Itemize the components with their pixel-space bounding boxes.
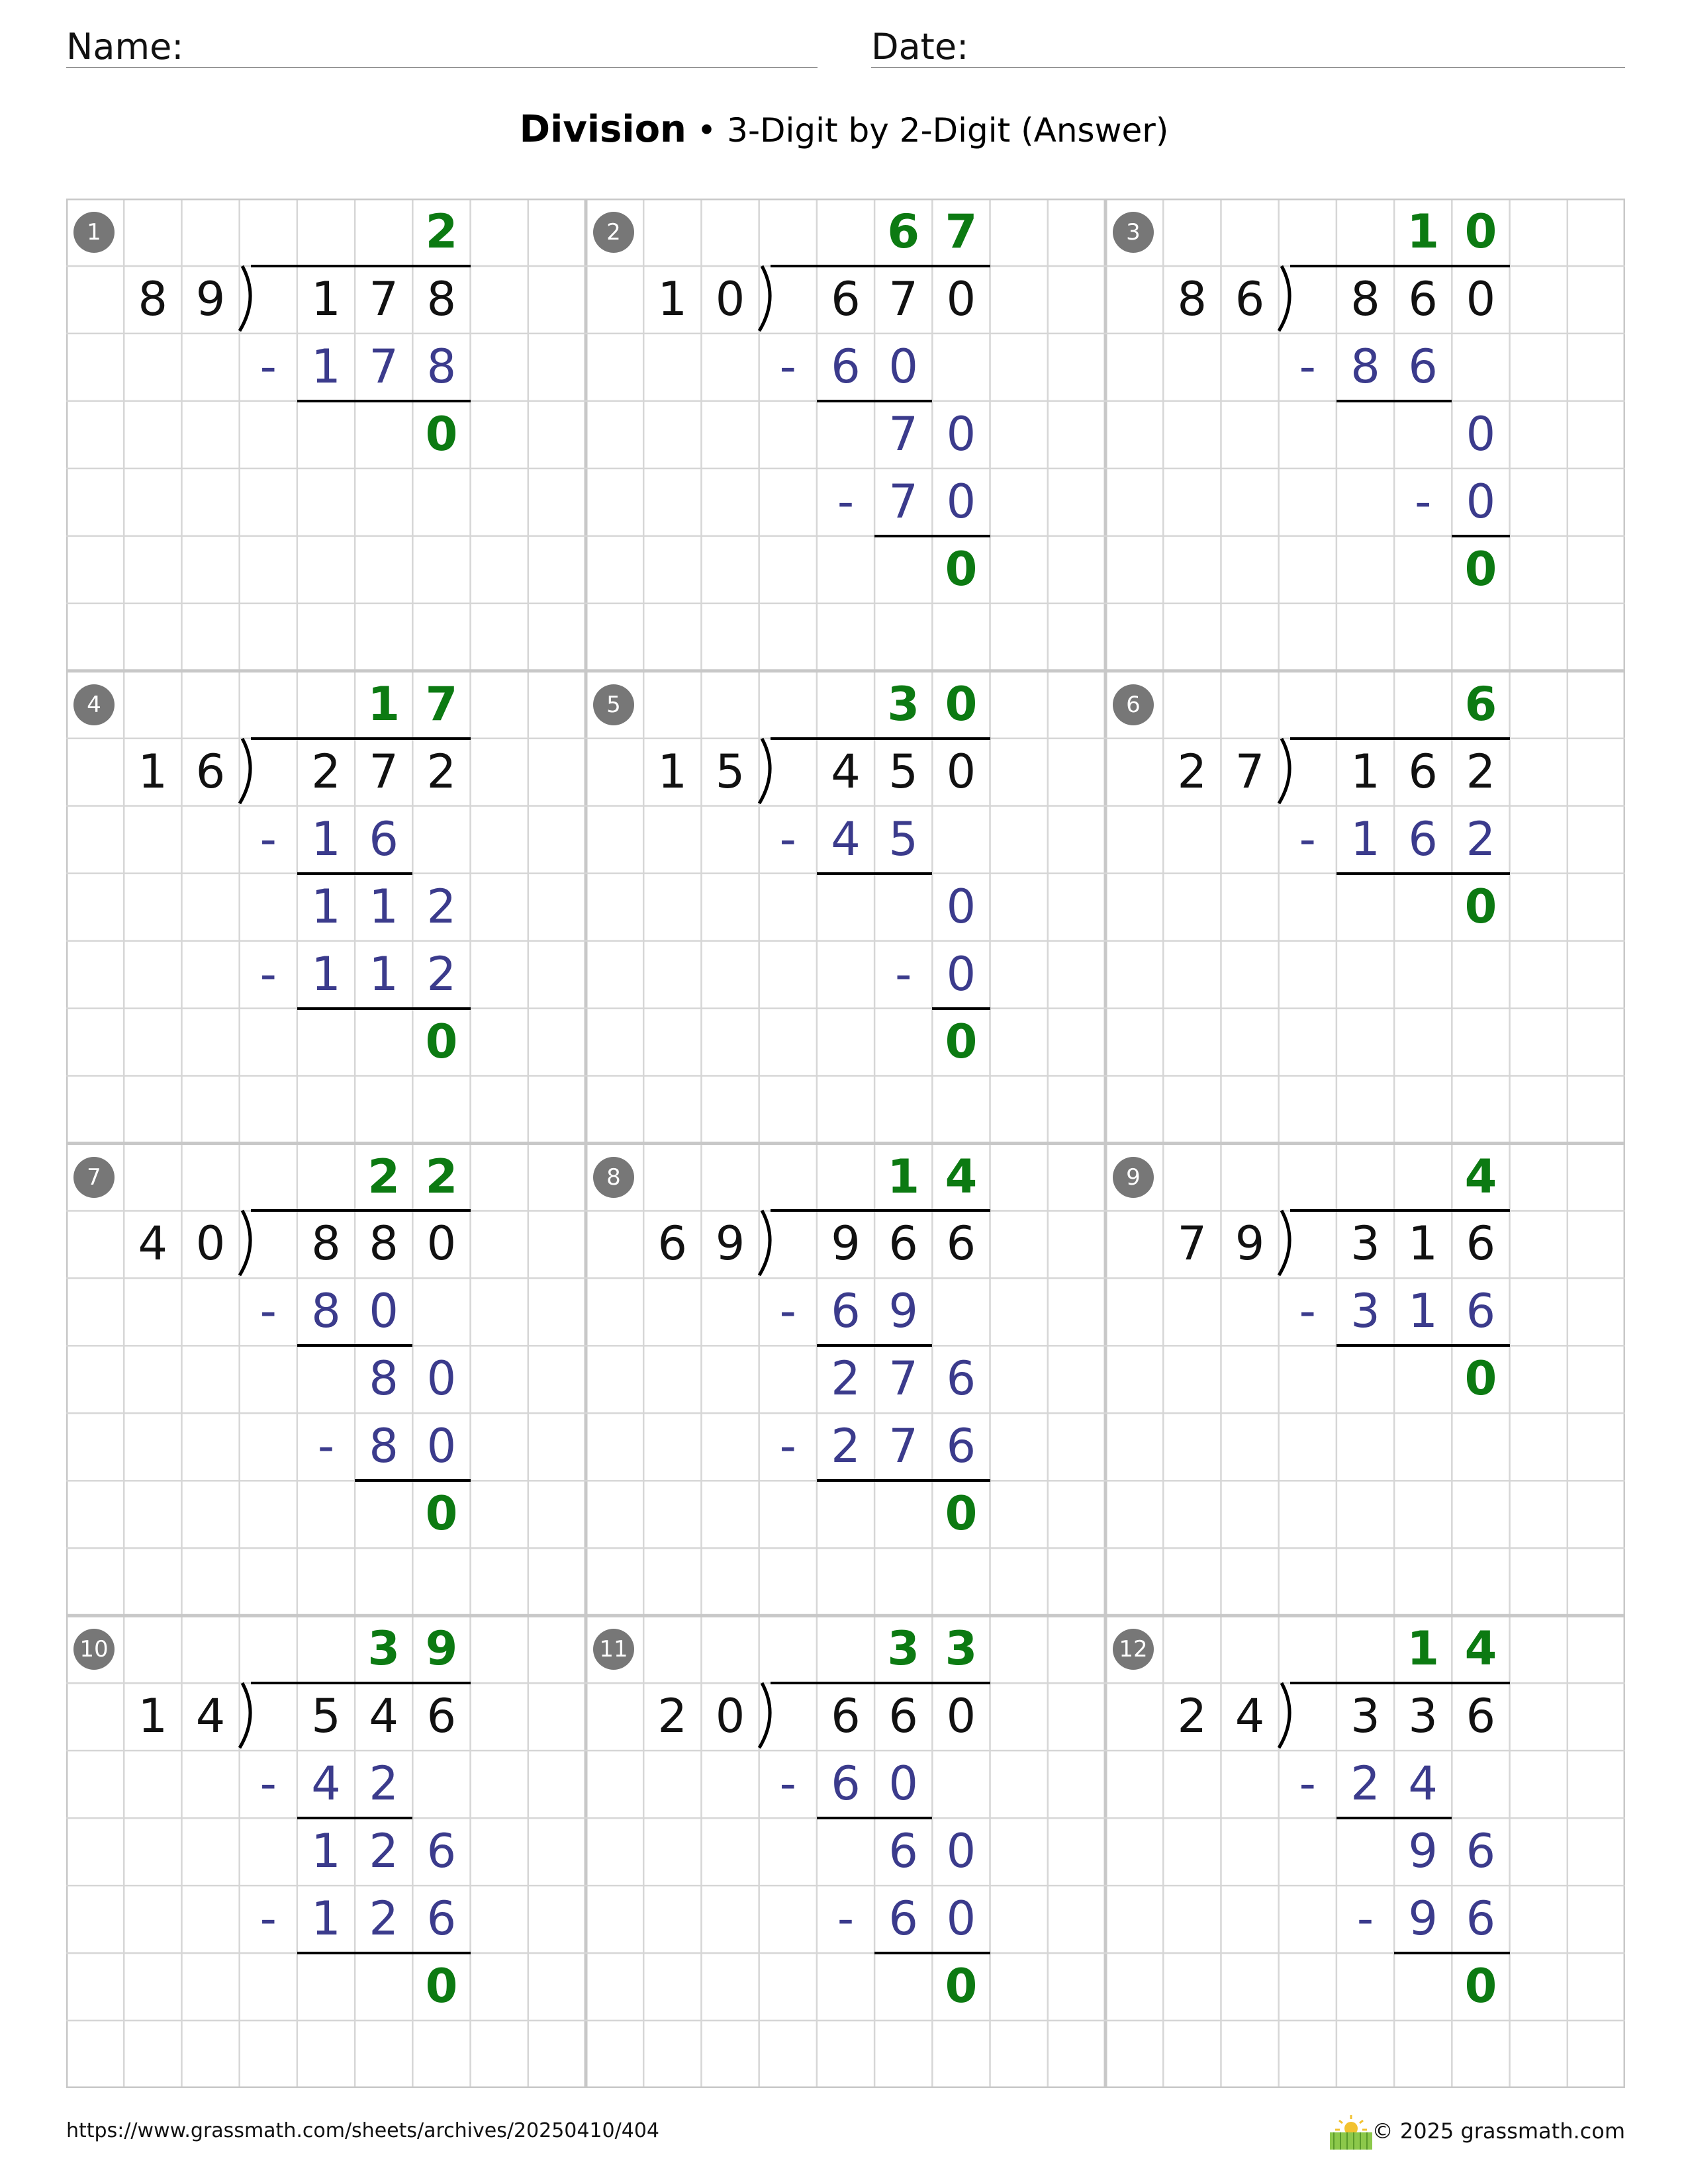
division-bar xyxy=(251,1682,470,1684)
problem-number-badge: 12 xyxy=(1113,1629,1154,1670)
quotient-digit: 0 xyxy=(1464,205,1497,259)
name-label: Name: xyxy=(66,26,184,68)
title-main: Division xyxy=(519,108,686,151)
quotient-digit: 1 xyxy=(1407,205,1440,259)
minus-sign: - xyxy=(779,1284,796,1339)
subtract-digit: 0 xyxy=(1466,474,1496,529)
subtract-digit: 4 xyxy=(311,1756,341,1811)
dividend-digit: 8 xyxy=(369,1216,399,1271)
remainder-digit: 0 xyxy=(1464,1351,1497,1406)
worksheet-grid xyxy=(66,199,1625,2088)
dividend-digit: 0 xyxy=(1466,271,1496,326)
problem-4 xyxy=(66,671,586,1144)
remainder-digit: 0 xyxy=(945,1014,978,1069)
partial-dividend-digit: 9 xyxy=(1408,1824,1438,1879)
dividend-digit: 5 xyxy=(888,744,918,799)
subtract-digit: 1 xyxy=(311,946,341,1001)
divisor-digit: 4 xyxy=(138,1216,168,1271)
dividend-digit: 6 xyxy=(1408,271,1438,326)
division-bracket xyxy=(754,265,780,335)
partial-dividend-digit: 7 xyxy=(888,406,918,461)
subtract-digit: 8 xyxy=(426,339,457,394)
divisor-digit: 0 xyxy=(715,1689,745,1744)
remainder-digit: 0 xyxy=(1464,879,1497,934)
problem-number-badge: 5 xyxy=(593,684,634,725)
divisor-digit: 8 xyxy=(1177,271,1207,326)
quotient-digit: 3 xyxy=(887,676,920,731)
problem-2 xyxy=(586,199,1105,671)
minus-sign: - xyxy=(259,1891,277,1946)
partial-dividend-digit: 1 xyxy=(369,879,399,934)
divisor-digit: 6 xyxy=(1235,271,1265,326)
subtract-digit: 6 xyxy=(888,1891,918,1946)
dividend-digit: 8 xyxy=(311,1216,341,1271)
problem-5 xyxy=(586,671,1105,1144)
subtract-digit: 6 xyxy=(1408,811,1438,866)
subtract-digit: 6 xyxy=(946,1419,976,1474)
minus-sign: - xyxy=(317,1419,335,1474)
dividend-digit: 6 xyxy=(831,271,861,326)
subtract-digit: 0 xyxy=(426,1419,457,1474)
minus-sign: - xyxy=(1299,1284,1316,1339)
partial-dividend-digit: 0 xyxy=(426,1351,457,1406)
subtract-digit: 6 xyxy=(1466,1891,1496,1946)
quotient-digit: 1 xyxy=(887,1149,920,1204)
division-bar xyxy=(1290,1682,1509,1684)
division-bracket xyxy=(1274,265,1300,335)
subtract-digit: 8 xyxy=(311,1284,341,1339)
minus-sign: - xyxy=(779,1756,796,1811)
remainder-digit: 0 xyxy=(945,1959,978,2014)
subtract-digit: 2 xyxy=(831,1419,861,1474)
dividend-digit: 0 xyxy=(946,744,976,799)
quotient-digit: 3 xyxy=(945,1621,978,1676)
minus-sign: - xyxy=(259,946,277,1001)
divisor-digit: 9 xyxy=(195,271,226,326)
quotient-digit: 3 xyxy=(367,1621,400,1676)
partial-dividend-digit: 0 xyxy=(946,1824,976,1879)
subtract-digit: 2 xyxy=(1466,811,1496,866)
subtract-digit: 6 xyxy=(369,811,399,866)
minus-sign: - xyxy=(779,339,796,394)
quotient-digit: 0 xyxy=(945,676,978,731)
subtract-digit: 4 xyxy=(1408,1756,1438,1811)
divisor-digit: 1 xyxy=(657,744,688,799)
quotient-digit: 7 xyxy=(945,205,978,259)
minus-sign: - xyxy=(1415,474,1432,529)
dividend-digit: 7 xyxy=(888,271,918,326)
problem-10 xyxy=(66,1615,586,2088)
problem-number-badge: 11 xyxy=(593,1629,634,1670)
problem-6 xyxy=(1105,671,1625,1144)
dividend-digit: 7 xyxy=(369,744,399,799)
subtract-digit: 1 xyxy=(311,339,341,394)
subtract-digit: 1 xyxy=(311,811,341,866)
partial-dividend-digit: 1 xyxy=(311,879,341,934)
division-bracket xyxy=(234,265,261,335)
subtract-digit: 8 xyxy=(369,1419,399,1474)
problem-12 xyxy=(1105,1615,1625,2088)
divisor-digit: 2 xyxy=(1177,1689,1207,1744)
sun-over-grass-icon xyxy=(1327,2113,1375,2152)
minus-sign: - xyxy=(259,1284,277,1339)
subtract-digit: 1 xyxy=(1408,1284,1438,1339)
dividend-digit: 6 xyxy=(888,1216,918,1271)
quotient-digit: 4 xyxy=(1464,1149,1497,1204)
problem-number-badge: 6 xyxy=(1113,684,1154,725)
subtract-digit: 7 xyxy=(888,1419,918,1474)
dividend-digit: 6 xyxy=(1408,744,1438,799)
division-bracket xyxy=(1274,737,1300,807)
quotient-digit: 7 xyxy=(425,676,458,731)
division-bar xyxy=(251,737,470,740)
divisor-digit: 0 xyxy=(195,1216,226,1271)
dividend-digit: 3 xyxy=(1350,1216,1380,1271)
division-bar xyxy=(771,265,990,267)
subtract-digit: 1 xyxy=(1350,811,1380,866)
subtraction-rule xyxy=(1336,400,1452,402)
dividend-digit: 6 xyxy=(946,1216,976,1271)
problem-8 xyxy=(586,1144,1105,1616)
quotient-digit: 6 xyxy=(887,205,920,259)
partial-dividend-digit: 2 xyxy=(831,1351,861,1406)
minus-sign: - xyxy=(1299,811,1316,866)
remainder-digit: 0 xyxy=(425,406,458,461)
quotient-digit: 4 xyxy=(1464,1621,1497,1676)
dividend-digit: 5 xyxy=(311,1689,341,1744)
remainder-digit: 0 xyxy=(945,1486,978,1541)
dividend-digit: 0 xyxy=(426,1216,457,1271)
subtract-digit: 6 xyxy=(831,1284,861,1339)
division-bar xyxy=(251,265,470,267)
minus-sign: - xyxy=(259,811,277,866)
minus-sign: - xyxy=(1299,339,1316,394)
subtract-digit: 0 xyxy=(946,474,976,529)
minus-sign: - xyxy=(259,339,277,394)
problem-number-badge: 9 xyxy=(1113,1157,1154,1198)
division-bracket xyxy=(754,737,780,807)
subtract-digit: 0 xyxy=(369,1284,399,1339)
subtract-digit: 9 xyxy=(1408,1891,1438,1946)
quotient-digit: 6 xyxy=(1464,676,1497,731)
divisor-digit: 4 xyxy=(195,1689,226,1744)
subtract-digit: 0 xyxy=(888,339,918,394)
problem-number-badge: 3 xyxy=(1113,212,1154,253)
division-bracket xyxy=(1274,1682,1300,1752)
partial-dividend-digit: 1 xyxy=(311,1824,341,1879)
divisor-digit: 2 xyxy=(657,1689,688,1744)
remainder-digit: 0 xyxy=(945,541,978,596)
division-bar xyxy=(251,1209,470,1212)
minus-sign: - xyxy=(779,811,796,866)
divisor-digit: 1 xyxy=(138,744,168,799)
minus-sign: - xyxy=(259,1756,277,1811)
dividend-digit: 6 xyxy=(1466,1216,1496,1271)
dividend-digit: 8 xyxy=(426,271,457,326)
division-bar xyxy=(1290,265,1509,267)
subtract-digit: 0 xyxy=(946,1891,976,1946)
subtract-digit: 2 xyxy=(369,1756,399,1811)
remainder-digit: 0 xyxy=(1464,541,1497,596)
problem-number-badge: 8 xyxy=(593,1157,634,1198)
division-bar xyxy=(1290,1209,1509,1212)
subtract-digit: 2 xyxy=(369,1891,399,1946)
title-subtitle: • 3-Digit by 2-Digit (Answer) xyxy=(686,111,1169,150)
minus-sign: - xyxy=(779,1419,796,1474)
problem-1 xyxy=(66,199,586,671)
subtract-digit: 4 xyxy=(831,811,861,866)
division-bracket xyxy=(234,737,261,807)
remainder-digit: 0 xyxy=(425,1014,458,1069)
problem-11 xyxy=(586,1615,1105,2088)
subtract-digit: 0 xyxy=(888,1756,918,1811)
division-bar xyxy=(771,1682,990,1684)
divisor-digit: 1 xyxy=(138,1689,168,1744)
quotient-digit: 2 xyxy=(367,1149,400,1204)
divisor-digit: 6 xyxy=(195,744,226,799)
dividend-digit: 6 xyxy=(1466,1689,1496,1744)
partial-dividend-digit: 7 xyxy=(888,1351,918,1406)
divisor-digit: 8 xyxy=(138,271,168,326)
dividend-digit: 1 xyxy=(1408,1216,1438,1271)
subtract-digit: 2 xyxy=(1350,1756,1380,1811)
subtract-digit: 7 xyxy=(369,339,399,394)
problem-number-badge: 2 xyxy=(593,212,634,253)
dividend-digit: 3 xyxy=(1408,1689,1438,1744)
dividend-digit: 0 xyxy=(946,271,976,326)
partial-dividend-digit: 2 xyxy=(426,879,457,934)
divisor-digit: 7 xyxy=(1177,1216,1207,1271)
partial-dividend-digit: 6 xyxy=(426,1824,457,1879)
partial-dividend-digit: 0 xyxy=(946,406,976,461)
partial-dividend-digit: 2 xyxy=(369,1824,399,1879)
subtraction-rule xyxy=(817,872,932,875)
partial-dividend-digit: 0 xyxy=(946,879,976,934)
dividend-digit: 7 xyxy=(369,271,399,326)
dividend-digit: 2 xyxy=(1466,744,1496,799)
partial-dividend-digit: 6 xyxy=(1466,1824,1496,1879)
divisor-digit: 4 xyxy=(1235,1689,1265,1744)
division-bar xyxy=(771,737,990,740)
dividend-digit: 8 xyxy=(1350,271,1380,326)
dividend-digit: 6 xyxy=(888,1689,918,1744)
subtract-digit: 7 xyxy=(888,474,918,529)
footer-copyright: © 2025 grassmath.com xyxy=(1372,2118,1625,2144)
page-title xyxy=(0,103,1688,157)
division-bracket xyxy=(754,1682,780,1752)
subtract-digit: 5 xyxy=(888,811,918,866)
subtract-digit: 8 xyxy=(1350,339,1380,394)
partial-dividend-digit: 6 xyxy=(946,1351,976,1406)
subtract-digit: 1 xyxy=(369,946,399,1001)
dividend-digit: 1 xyxy=(311,271,341,326)
subtract-digit: 6 xyxy=(1408,339,1438,394)
quotient-digit: 4 xyxy=(945,1149,978,1204)
partial-dividend-digit: 8 xyxy=(369,1351,399,1406)
quotient-digit: 3 xyxy=(887,1621,920,1676)
dividend-digit: 6 xyxy=(831,1689,861,1744)
divisor-digit: 9 xyxy=(1235,1216,1265,1271)
dividend-digit: 6 xyxy=(426,1689,457,1744)
divisor-digit: 7 xyxy=(1235,744,1265,799)
dividend-digit: 4 xyxy=(369,1689,399,1744)
division-bracket xyxy=(1274,1209,1300,1279)
problem-number-badge: 4 xyxy=(73,684,115,725)
dividend-digit: 3 xyxy=(1350,1689,1380,1744)
dividend-digit: 2 xyxy=(311,744,341,799)
date-label: Date: xyxy=(871,26,969,68)
problem-number-badge: 7 xyxy=(73,1157,115,1198)
divisor-digit: 1 xyxy=(657,271,688,326)
minus-sign: - xyxy=(1299,1756,1316,1811)
subtract-digit: 6 xyxy=(831,339,861,394)
divisor-digit: 9 xyxy=(715,1216,745,1271)
problem-7 xyxy=(66,1144,586,1616)
footer-url: https://www.grassmath.com/sheets/archives/20250410/404 xyxy=(66,2119,660,2142)
division-bar xyxy=(771,1209,990,1212)
dividend-digit: 4 xyxy=(831,744,861,799)
minus-sign: - xyxy=(895,946,912,1001)
dividend-digit: 2 xyxy=(426,744,457,799)
division-bracket xyxy=(754,1209,780,1279)
subtract-digit: 0 xyxy=(946,946,976,1001)
subtract-digit: 9 xyxy=(888,1284,918,1339)
dividend-digit: 0 xyxy=(946,1689,976,1744)
problem-number-badge: 1 xyxy=(73,212,115,253)
division-bracket xyxy=(234,1682,261,1752)
partial-dividend-digit: 6 xyxy=(888,1824,918,1879)
problem-3 xyxy=(1105,199,1625,671)
subtract-digit: 2 xyxy=(426,946,457,1001)
divisor-digit: 6 xyxy=(657,1216,688,1271)
subtract-digit: 6 xyxy=(831,1756,861,1811)
dividend-digit: 9 xyxy=(831,1216,861,1271)
remainder-digit: 0 xyxy=(1464,1959,1497,2014)
dividend-digit: 1 xyxy=(1350,744,1380,799)
divisor-digit: 2 xyxy=(1177,744,1207,799)
problem-number-badge: 10 xyxy=(73,1629,115,1670)
divisor-digit: 0 xyxy=(715,271,745,326)
date-line[interactable] xyxy=(871,67,1625,68)
remainder-digit: 0 xyxy=(425,1959,458,2014)
division-bar xyxy=(1290,737,1509,740)
partial-dividend-digit: 0 xyxy=(1466,406,1496,461)
name-line[interactable] xyxy=(66,67,818,68)
subtract-digit: 3 xyxy=(1350,1284,1380,1339)
subtract-digit: 6 xyxy=(426,1891,457,1946)
division-bracket xyxy=(234,1209,261,1279)
minus-sign: - xyxy=(1356,1891,1374,1946)
problem-9 xyxy=(1105,1144,1625,1616)
minus-sign: - xyxy=(837,1891,855,1946)
quotient-digit: 2 xyxy=(425,1149,458,1204)
subtract-digit: 1 xyxy=(311,1891,341,1946)
subtract-digit: 6 xyxy=(1466,1284,1496,1339)
divisor-digit: 5 xyxy=(715,744,745,799)
quotient-digit: 9 xyxy=(425,1621,458,1676)
minus-sign: - xyxy=(837,474,855,529)
quotient-digit: 1 xyxy=(367,676,400,731)
remainder-digit: 0 xyxy=(425,1486,458,1541)
quotient-digit: 2 xyxy=(425,205,458,259)
quotient-digit: 1 xyxy=(1407,1621,1440,1676)
